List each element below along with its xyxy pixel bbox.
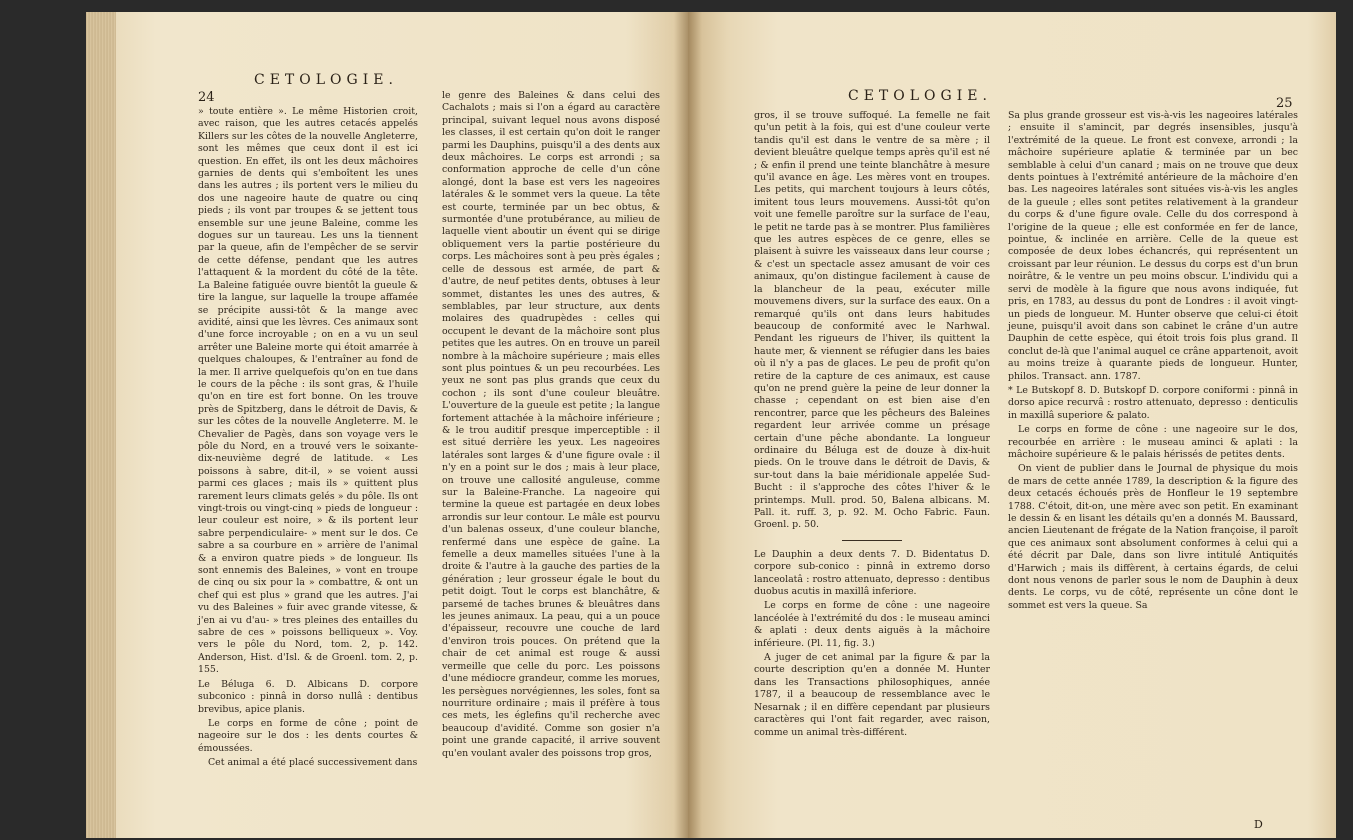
right-col1-tail-0: Le corps en forme de cône : une nageoire lancéolée à l'extrémité du dos : le museau aminci & aplati : deux dents aiguës à la mâchoire inférieure. (Pl. 11, fig. 3.)	[754, 600, 990, 649]
right-col1-tail-1: A juger de cet animal par la figure & par la courte description qu'en a donnée M. Hunter dans les Transactions philosophiques, année 1787, il a beaucoup de ressemblance avec le Nesarnak ; il en diffère cependant par plusieurs caractères qui l'ont fait regarder, avec raison, comme un animal très-différent.	[754, 652, 990, 738]
left-column-1	[198, 106, 418, 831]
right-running-head: CETOLOGIE.	[848, 88, 992, 104]
right-col2-text: Sa plus grande grosseur est vis-à-vis les nageoires latérales ; ensuite il s'amincit, par degrés insensibles, jusqu'à l'extrémité de la queue. Le front est convexe, arrondi ; la mâchoire supérieure aplatie & terminée par un bec semblable à celui d'un canard ; mais on ne trouve que deux dents pointues à l'extrémité antérieure de la mâchoire d'en bas. Les nageoires latérales sont situées vis-à-vis les angles de la gueule ; elles sont petites relativement à la grandeur du corps & d'une figure ovale. Celle du dos correspond à l'origine de la queue ; elle est conformée en fer de lance, pointue, & inclinée en arrière. Celle de la queue est composée de deux lobes échancrés, qui représentent un croissant par leur réunion. Le dessus du corps est d'un brun noirâtre, & le ventre un peu moins obscur. L'individu qui a servi de modèle à la figure que nous avons indiquée, fut pris, en 1783, au dessus du pont de Londres : il avoit vingt-un pieds de longueur. M. Hunter observe que celui-ci étoit jeune, puisqu'il avoit dans son cabinet le crâne d'un autre Dauphin de cette espèce, qui étoit trois fois plus grand. Il conclut de-là que l'animal auquel ce crâne appartenoit, avoit au moins treize à quarante pieds de longueur. Hunter, philos. Transact. ann. 1787.	[1008, 110, 1298, 382]
right-column-1	[754, 110, 990, 822]
left-col1-text: » toute entière ». Le même Historien croit, avec raison, que les autres cetacés appelés Killers sur les côtes de la nouvelle Angleterre, sont les mêmes que ceux dont il est ici question. En effet, ils ont les deux mâchoires garnies de dents qui s'emboîtent les unes dans les autres ; ils portent vers le milieu du dos une nageoire haute de quatre ou cinq pieds ; ils vont par troupes & se jettent tous ensemble sur une jeune Baleine, comme les dogues sur un taureau. Les uns la tiennent par la queue, afin de l'empêcher de se servir de cette défense, pendant que les autres l'attaquent & la mordent du côté de la tête. La Baleine fatiguée ouvre bientôt la gueule & tire la langue, sur laquelle la troupe affamée se précipite aussi-tôt & la mange avec avidité, ainsi que les lèvres. Ces animaux sont d'une force incroyable ; on en a vu un seul arrêter une Baleine morte qui étoit amarrée à quelques chaloupes, & l'entraîner au fond de la mer. Il arrive quelquefois qu'on en tue dans le cours de la pêche : ils sont gras, & l'huile qu'on en tire est fort bonne. On les trouve près de Spitzberg, dans le détroit de Davis, & sur les côtes de la nouvelle Angleterre. M. le Chevalier de Pagès, dans son voyage vers le pôle du Nord, en a trouvé vers le soixante-dix-neuvième degré de latitude. « Les poissons à sabre, dit-il, » se voient aussi parmi ces glaces ; mais ils » quittent plus rarement leurs climats gelés » du pôle. Ils ont vingt-trois ou vingt-cinq » pieds de longueur : leur couleur est noire, » & ils portent leur sabre perpendiculaire- » ment sur le dos. Ce sabre a sa courbure en » arrière de l'animal & a environ quatre pieds » de longueur. Ils sont ennemis des Baleines, » vont en troupe de cinq ou six pour la » combattre, & ont un chef qui est plus » grand que les autres. J'ai vu des Baleines » fuir avec grande vitesse, & j'en ai vu d'au- » tres pleines des entailles du sabre de ces » poissons belliqueux ». Voy. vers le pôle du Nord, tom. 2, p. 142. Anderson, Hist. d'Isl. & de Groenl. tom. 2, p. 155.	[198, 106, 418, 676]
book-spread	[86, 12, 1336, 838]
section-rule	[842, 540, 902, 541]
left-col1-tail-0: Le corps en forme de cône ; point de nageoire sur le dos : les dents courtes & émoussées.	[198, 717, 418, 754]
left-col1-entry: Le Béluga 6. D. Albicans D. corpore subconico : pinnâ in dorso nullâ : dentibus brevibus, apice planis.	[198, 678, 418, 715]
right-column-2	[1008, 110, 1298, 810]
book-gutter	[674, 12, 702, 838]
signature-mark: D	[1254, 818, 1263, 831]
left-column-2	[442, 90, 660, 832]
right-col2-entry: * Le Butskopf 8. D. Butskopf D. corpore coniformi : pinnâ in dorso apice recurvâ : rostro attenuato, depresso : denticulis in maxillâ superiore & palato.	[1008, 384, 1298, 421]
left-col1-tail-1: Cet animal a été placé successivement dans	[208, 757, 418, 769]
left-page	[86, 12, 688, 838]
right-col1-entry: Le Dauphin a deux dents 7. D. Bidentatus D. corpore sub-conico : pinnâ in extremo dorso lanceolatâ : rostro attenuato, depresso : dentibus duobus acutis in maxillâ inferiore.	[754, 548, 990, 598]
left-page-number: 24	[198, 90, 215, 105]
right-page-number: 25	[1276, 96, 1293, 111]
left-running-head: CETOLOGIE.	[254, 72, 398, 88]
right-col2-tail-1: On vient de publier dans le Journal de physique du mois de mars de cette année 1789, la description & la figure des deux cetacés échoués près de Honfleur le 19 septembre 1788. C'étoit, dit-on, une mère avec son petit. En examinant le dessin & en lisant les détails qu'en a donnés M. Baussard, ancien Lieutenant de frégate de la Nation françoise, il paroît que ces animaux sont absolument conformes à celui qui a été décrit par Dale, dans son livre intitulé Antiquités d'Harwich ; mais ils diffèrent, à certains égards, de celui dont nous venons de parler sous le nom de Dauphin à deux dents. Le corps, vu de côté, représente un cône dont le sommet est vers la queue. Sa	[1008, 463, 1298, 611]
right-col1-text: gros, il se trouve suffoqué. La femelle ne fait qu'un petit à la fois, qui est d'une couleur verte tandis qu'il est dans le ventre de sa mère ; il devient bleuâtre quelque temps après qu'il est né ; & enfin il prend une teinte blanchâtre à mesure qu'il avance en âge. Les mères vont en troupes. Les petits, qui marchent toujours à leurs côtés, imitent tous leurs mouvemens. Aussi-tôt qu'on voit une femelle paroître sur la surface de l'eau, le petit ne tarde pas à se montrer. Plus familières que les autres espèces de ce genre, elles se plaisent à suivre les vaisseaux dans leur course ; & c'est un spectacle assez amusant de voir ces animaux, qu'on distingue facilement à cause de la blancheur de la peau, exécuter mille mouvemens divers, sur la surface des eaux. On a remarqué qu'ils ont dans leurs habitudes beaucoup de conformité avec le Narhwal. Pendant les rigueurs de l'hiver, ils quittent la haute mer, & viennent se réfugier dans les baies où il n'y a pas de glaces. Le peu de profit qu'on retire de la capture de ces animaux, est cause qu'on ne prend guère la peine de leur donner la chasse ; cependant on est bien aise d'en rencontrer, parce que les pêcheurs des Baleines regardent leur arrivée comme un présage certain d'une pêche abondante. La longueur ordinaire du Béluga est de douze à dix-huit pieds. On le trouve dans le détroit de Davis, & sur-tout dans la baie méridionale appelée Sud-Bucht : il s'approche des côtes l'hiver & le printemps. Mull. prod. 50, Balena albicans. M. Pall. it. ruff. 3, p. 92. M. Ocho Fabric. Faun. Groenl. p. 50.	[754, 110, 990, 531]
left-col2-text: le genre des Baleines & dans celui des Cachalots ; mais si l'on a égard au caractère principal, suivant lequel nous avons disposé les classes, il est certain qu'on doit le ranger parmi les Dauphins, puisqu'il a des dents aux deux mâchoires. Le corps est arrondi ; sa conformation approche de celle d'un cône alongé, dont la base est vers les nageoires latérales & le sommet vers la queue. La tête est courte, terminée par un bec obtus, & surmontée d'une protubérance, au milieu de laquelle vient aboutir un évent qui se dirige obliquement vers la partie postérieure du corps. Les mâchoires sont à peu près égales ; celle de dessous est armée, de part & d'autre, de neuf petites dents, obtuses à leur sommet, distantes les unes des autres, & semblables, par leur structure, aux dents molaires des quadrupèdes : celles qui occupent le devant de la mâchoire sont plus petites que les autres. On en trouve un pareil nombre à la mâchoire supérieure ; mais elles sont plus pointues & un peu recourbées. Les yeux ne sont pas plus grands que ceux du cochon ; ils sont d'une couleur bleuâtre. L'ouverture de la gueule est petite ; la langue fortement attachée à la mâchoire inférieure ; & le trou auditif presque imperceptible : il est situé derrière les yeux. Les nageoires latérales sont larges & d'une figure ovale : il n'y en a point sur le dos ; mais à leur place, on trouve une callosité anguleuse, comme sur la Baleine-Franche. La nageoire qui termine la queue est partagée en deux lobes arrondis sur leur contour. Le mâle est pourvu d'un balenas osseux, d'une couleur blanche, renfermé dans une espèce de gaîne. La femelle a deux mamelles situées l'une à la droite & l'autre à la gauche des parties de la génération ; leur grosseur égale le bout du petit doigt. Tout le corps est blanchâtre, & parsemé de taches brunes & bleuâtres dans les jeunes animaux. La peau, qui a un pouce d'épaisseur, recouvre une couche de lard d'environ trois pouces. On prétend que la chair de cet animal est rouge & aussi vermeille que celle du porc. Les poissons d'une médiocre grandeur, comme les morues, les persègues norvégiennes, les soles, font sa nourriture ordinaire ; mais il préfère à tous ces mets, les églefins qu'il recherche avec beaucoup d'avidité. Comme son gosier n'a point une grande capacité, il arrive souvent qu'en voulant avaler des poissons trop gros,	[442, 90, 660, 759]
right-page	[688, 12, 1336, 838]
right-col2-tail-0: Le corps en forme de cône : une nageoire sur le dos, recourbée en arrière : le museau aminci & aplati : la mâchoire supérieure & le palais hérissés de petites dents.	[1008, 424, 1298, 460]
page-edges	[86, 12, 116, 838]
